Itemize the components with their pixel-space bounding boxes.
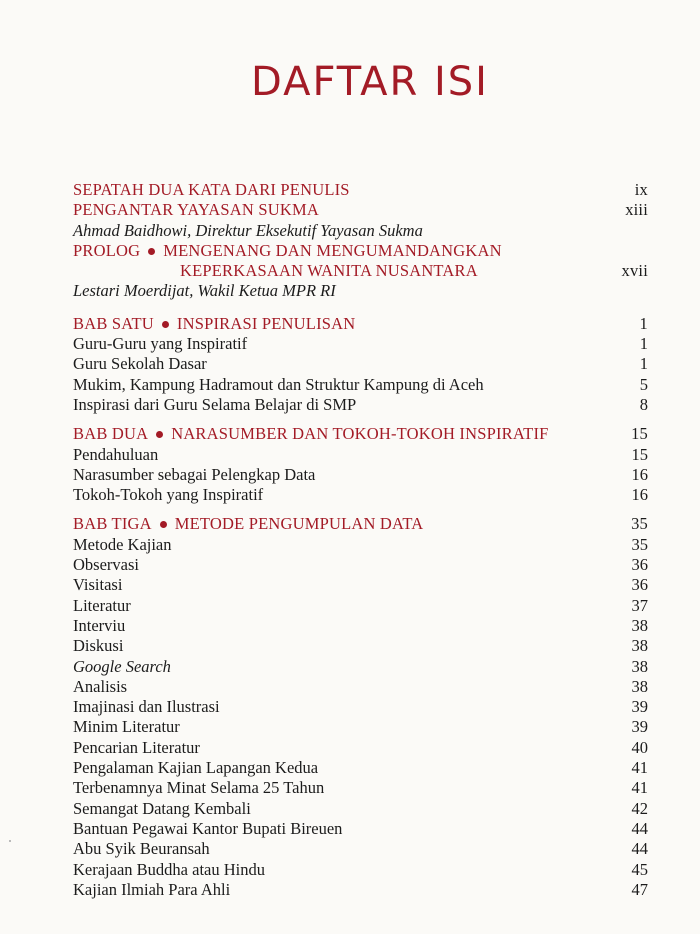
toc-entry-page: xvii — [621, 261, 648, 281]
toc-entry-label: Pencarian Literatur — [73, 737, 200, 757]
toc-entry[interactable] — [73, 485, 648, 505]
toc-entry[interactable] — [73, 395, 648, 415]
toc-entry-page: 39 — [631, 697, 648, 717]
toc-entry-page: 40 — [631, 737, 648, 757]
toc-entry-page: 1 — [639, 334, 648, 354]
toc-entry-label: Minim Literatur — [73, 717, 180, 737]
toc-entry-label: Pendahuluan — [73, 444, 159, 464]
toc-entry-page: 15 — [631, 444, 648, 464]
toc-entry-page: 39 — [631, 717, 648, 737]
prolog-title-line1: MENGENANG DAN MENGUMANDANGKAN — [163, 240, 502, 260]
toc-author-line: Lestari Moerdijat, Wakil Ketua MPR RI — [73, 281, 336, 301]
chapter-name: METODE PENGUMPULAN DATA — [174, 514, 424, 534]
toc-entry-page: 45 — [631, 859, 648, 879]
bullet-icon — [160, 521, 167, 528]
toc-entry-label: Kerajaan Buddha atau Hindu — [73, 859, 265, 879]
toc-entry[interactable] — [73, 575, 648, 595]
toc-entry-label: Observasi — [73, 555, 139, 575]
table-of-contents — [73, 180, 648, 900]
toc-entry-label: Guru Sekolah Dasar — [73, 354, 207, 374]
toc-entry-label: Guru-Guru yang Inspiratif — [73, 334, 248, 354]
toc-entry-label: Mukim, Kampung Hadramout dan Struktur Kampung di Aceh — [73, 374, 484, 394]
toc-entry[interactable] — [73, 717, 648, 737]
prolog-prefix: PROLOG — [73, 240, 141, 260]
toc-entry-prolog-cont — [73, 261, 648, 281]
chapter-prefix: BAB TIGA — [73, 514, 152, 534]
toc-entry[interactable] — [73, 596, 648, 616]
toc-entry-label: SEPATAH DUA KATA DARI PENULIS — [73, 180, 350, 199]
toc-entry-page: 38 — [631, 656, 648, 676]
toc-entry-page: 36 — [631, 575, 648, 595]
bullet-icon — [156, 431, 163, 438]
toc-entry-label: Literatur — [73, 595, 131, 615]
toc-entry-label: Interviu — [73, 615, 126, 635]
toc-entry-page: 37 — [631, 595, 648, 615]
page-speck — [9, 840, 11, 842]
chapter-title — [73, 314, 355, 334]
toc-entry-page: 44 — [631, 839, 648, 859]
toc-entry-page: 47 — [631, 879, 648, 899]
toc-entry-page: 41 — [631, 778, 648, 798]
toc-entry-label: Tokoh-Tokoh yang Inspiratif — [73, 485, 264, 505]
chapter-prefix: BAB SATU — [73, 313, 154, 333]
toc-entry-label: Analisis — [73, 676, 128, 696]
toc-entry-page: 42 — [631, 798, 648, 818]
toc-entry-page: 1 — [639, 354, 648, 374]
toc-entry-label: Kajian Ilmiah Para Ahli — [73, 879, 231, 899]
chapter-heading[interactable] — [73, 424, 648, 444]
toc-entry-prolog[interactable] — [73, 241, 648, 261]
toc-entry[interactable] — [73, 334, 648, 354]
toc-entry[interactable] — [73, 445, 648, 465]
toc-entry-page: 38 — [631, 676, 648, 696]
chapter-page: 15 — [631, 424, 648, 444]
toc-entry-sepatah[interactable] — [73, 180, 648, 200]
toc-entry[interactable] — [73, 636, 648, 656]
toc-entry-label: Inspirasi dari Guru Selama Belajar di SMP — [73, 394, 357, 414]
toc-entry[interactable] — [73, 657, 648, 677]
toc-entry[interactable] — [73, 555, 648, 575]
toc-entry-label: Diskusi — [73, 636, 124, 656]
chapter-name: INSPIRASI PENULISAN — [176, 313, 356, 333]
toc-entry-author — [73, 221, 648, 241]
toc-entry-page: 38 — [631, 636, 648, 656]
toc-entry-page: xiii — [625, 200, 648, 220]
toc-entry-label: Metode Kajian — [73, 534, 172, 554]
toc-entry-page: ix — [634, 180, 648, 199]
toc-entry[interactable] — [73, 465, 648, 485]
toc-entry[interactable] — [73, 738, 648, 758]
toc-entry[interactable] — [73, 758, 648, 778]
toc-entry[interactable] — [73, 616, 648, 636]
toc-entry-label: Semangat Datang Kembali — [73, 798, 251, 818]
toc-entry[interactable] — [73, 778, 648, 798]
toc-entry-label: Bantuan Pegawai Kantor Bupati Bireuen — [73, 818, 343, 838]
toc-entry[interactable] — [73, 697, 648, 717]
bullet-icon — [148, 248, 155, 255]
toc-entry[interactable] — [73, 880, 648, 900]
toc-entry-label: Google Search — [73, 656, 171, 676]
toc-entry-page: 44 — [631, 818, 648, 838]
chapter-heading[interactable] — [73, 314, 648, 334]
chapter-heading[interactable] — [73, 514, 648, 534]
toc-entry-page: 16 — [631, 485, 648, 505]
toc-entry-page: 5 — [639, 374, 648, 394]
chapter-name: NARASUMBER DAN TOKOH-TOKOH INSPIRATIF — [171, 424, 549, 444]
chapter-title — [73, 424, 549, 444]
page-title: DAFTAR ISI — [251, 59, 489, 105]
bullet-icon — [162, 321, 169, 328]
toc-entry-page: 36 — [631, 555, 648, 575]
toc-entry-page: 35 — [631, 534, 648, 554]
toc-entry-label: Abu Syik Beuransah — [73, 839, 210, 859]
toc-entry-author — [73, 281, 648, 301]
chapter-prefix: BAB DUA — [73, 424, 149, 444]
chapter-page: 35 — [631, 514, 648, 534]
chapter-title — [73, 514, 423, 534]
toc-entry-label: Imajinasi dan Ilustrasi — [73, 697, 220, 717]
toc-entry[interactable] — [73, 819, 648, 839]
toc-entry[interactable] — [73, 535, 648, 555]
toc-entry[interactable] — [73, 839, 648, 859]
toc-entry-label: PENGANTAR YAYASAN SUKMA — [73, 200, 319, 220]
toc-entry[interactable] — [73, 354, 648, 374]
toc-entry[interactable] — [73, 860, 648, 880]
toc-entry[interactable] — [73, 799, 648, 819]
toc-entry-page: 8 — [639, 394, 648, 414]
toc-entry-label: Narasumber sebagai Pelengkap Data — [73, 464, 316, 484]
chapter-page: 1 — [639, 313, 648, 333]
toc-entry-label: Visitasi — [73, 575, 123, 595]
toc-entry-page: 41 — [631, 758, 648, 778]
toc-entry-label: Pengalaman Kajian Lapangan Kedua — [73, 758, 319, 778]
toc-entry-label: Terbenamnya Minat Selama 25 Tahun — [73, 778, 325, 798]
toc-entry-pengantar[interactable] — [73, 200, 648, 220]
toc-entry-label — [73, 241, 502, 261]
toc-author-line: Ahmad Baidhowi, Direktur Eksekutif Yayasan Sukma — [73, 220, 423, 240]
toc-entry-page: 16 — [631, 464, 648, 484]
toc-entry-page: 38 — [631, 615, 648, 635]
toc-entry[interactable] — [73, 677, 648, 697]
prolog-title-line2: KEPERKASAAN WANITA NUSANTARA — [180, 261, 478, 281]
toc-entry[interactable] — [73, 375, 648, 395]
